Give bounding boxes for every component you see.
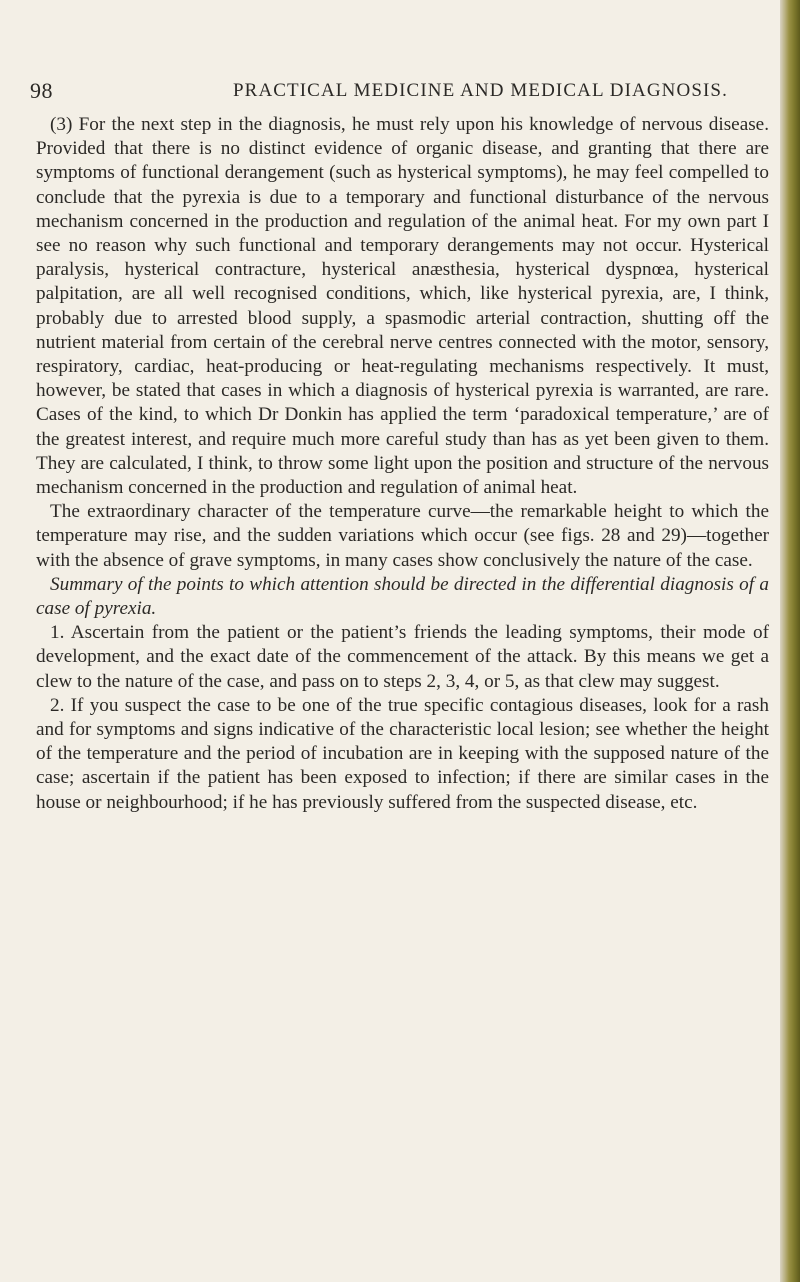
summary-item-1: 1. Ascertain from the patient or the patient’s friends the leading symptoms, their mode of development, and the exact date of the commencement of the attack. By this means we get a clew to the nature of the case, and pass on to steps 2, 3, 4, or 5, as that clew may suggest. — [36, 622, 769, 692]
summary-heading: Summary of the points to which attention should be directed in the differential diagnosis of a case of pyrexia. — [36, 573, 769, 620]
paragraph-temperature-curve: The extraordinary character of the temperature curve—the remarkable height to which the temperature may rise, and the sudden variations which occur (see figs. 28 and 29)—together with the absence of grave symptoms, in many cases show conclusively the nature of the case. — [36, 501, 769, 571]
running-head-title: PRACTICAL MEDICINE AND MEDICAL DIAGNOSIS. — [233, 80, 728, 101]
body-text — [36, 113, 769, 815]
page-binding-edge — [780, 0, 800, 1282]
running-head — [30, 78, 770, 102]
page-number: 98 — [30, 78, 53, 103]
paragraph-hysterical-pyrexia: (3) For the next step in the diagnosis, he must rely upon his knowledge of nervous disease. Provided that there is no distinct evidence of organic disease, and granting that there are symptoms of functional derangement (such as hysterical symptoms), he may feel compelled to conclude that the pyrexia is due to a temporary and functional disturbance of the nervous mechanism concerned in the production and regulation of the animal heat. For my own part I see no reason why such functional and temporary derangements may not occur. Hysterical paralysis, hysterical contracture, hysterical anæsthesia, hysterical dyspnœa, hysterical palpitation, are all well recognised conditions, which, like hysterical pyrexia, are, I think, probably due to arrested blood supply, a spasmodic arterial contraction, shutting off the nutrient material from certain of the cerebral nerve centres connected with the motor, sensory, respiratory, cardiac, heat-producing or heat-regulating mechanisms respectively. It must, however, be stated that cases in which a diagnosis of hysterical pyrexia is warranted, are rare. Cases of the kind, to which Dr Donkin has applied the term ‘paradoxical temperature,’ are of the greatest interest, and require much more careful study than has as yet been given to them. They are calculated, I think, to throw some light upon the position and structure of the nervous mechanism concerned in the production and regulation of animal heat. — [36, 114, 769, 499]
summary-item-2: 2. If you suspect the case to be one of the true specific contagious diseases, look for a rash and for symptoms and signs indicative of the characteristic local lesion; see whether the height of the temperature and the period of incubation are in keeping with the supposed nature of the case; ascertain if the patient has been exposed to infection; if there are similar cases in the house or neighbourhood; if he has previously suffered from the suspected disease, etc. — [36, 694, 769, 813]
